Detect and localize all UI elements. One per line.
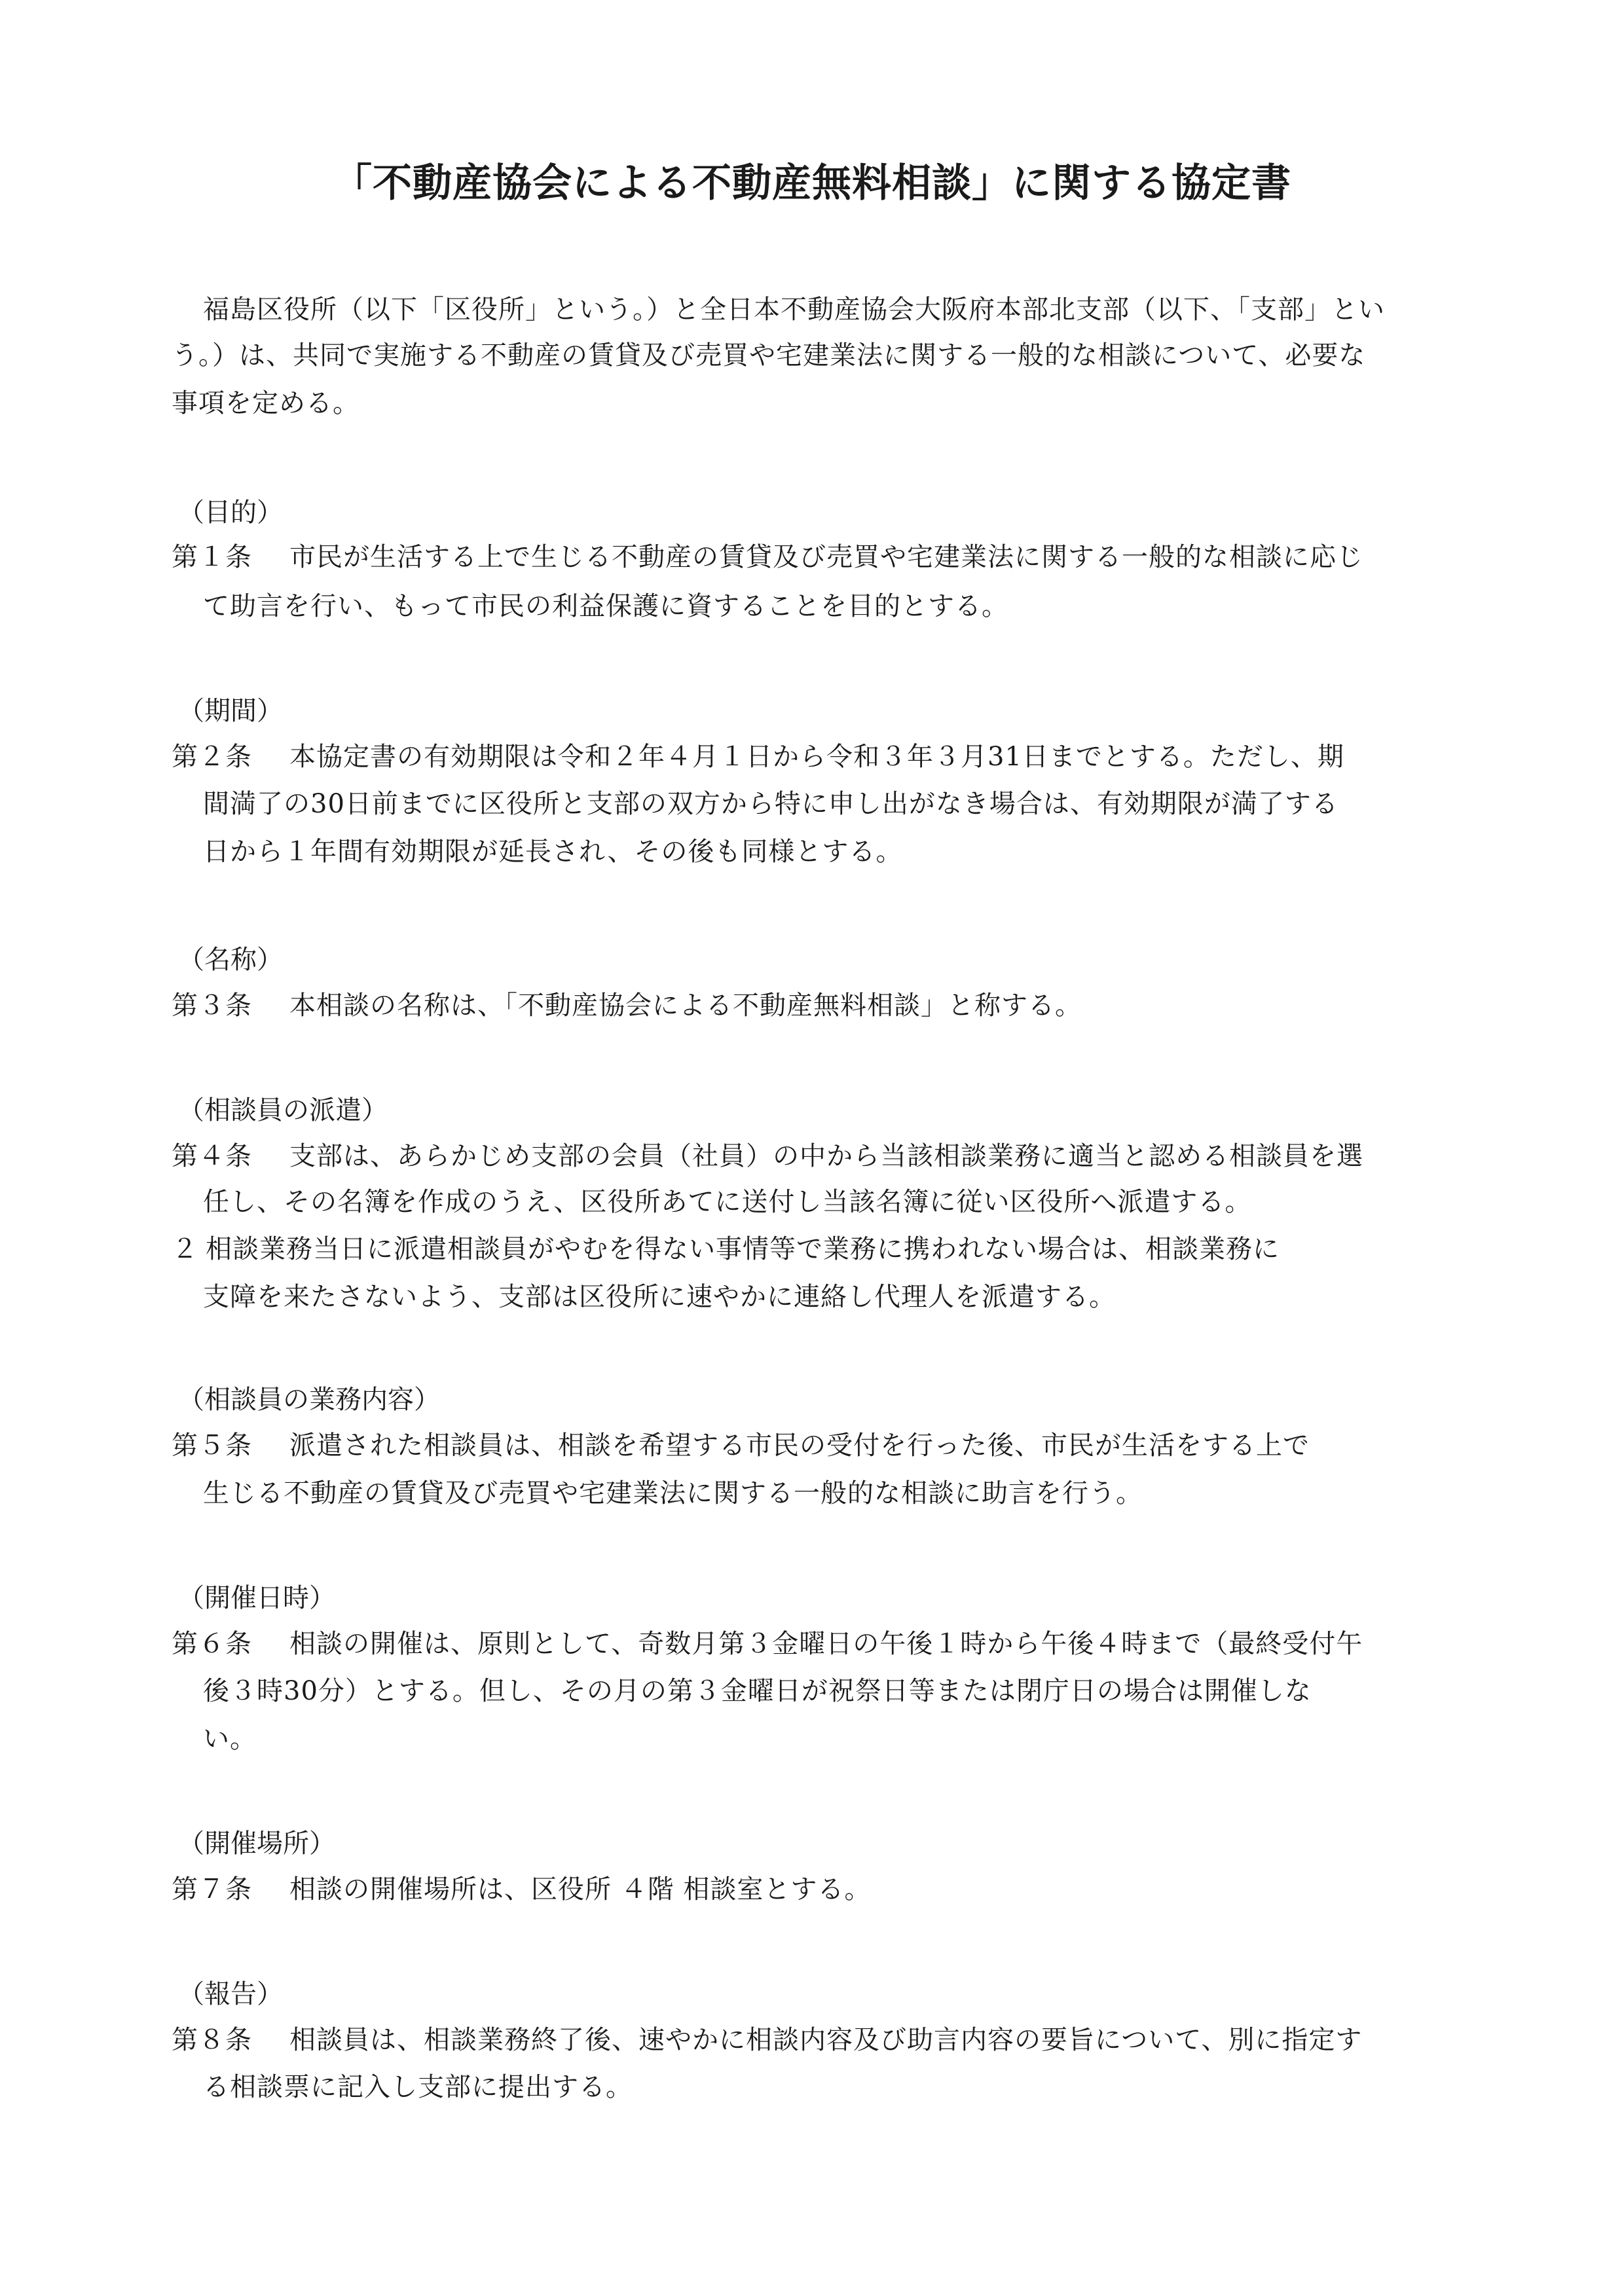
preamble-line-1: 福島区役所（以下「区役所」という。）と全日本不動産協会大阪府本部北支部（以下、「支部」とい	[203, 295, 1385, 325]
article-8-heading: （報告）	[178, 1979, 283, 2009]
article-4-sub-text-1: 相談業務当日に派遣相談員がやむを得ない事情等で業務に携われない場合は、相談業務に	[206, 1234, 1280, 1264]
article-4-label: 第４条	[172, 1141, 252, 1171]
article-8-line-2: る相談票に記入し支部に提出する。	[203, 2072, 633, 2102]
article-2-label: 第２条	[172, 742, 252, 772]
article-6-line-1	[172, 1626, 1363, 1662]
article-6-label: 第６条	[172, 1629, 252, 1659]
article-4-heading: （相談員の派遣）	[178, 1095, 388, 1125]
article-4-sub-line-1	[172, 1231, 1280, 1267]
preamble-line-3: 事項を定める。	[172, 388, 360, 418]
article-2-line-3: 日から１年間有効期限が延長され、その後も同様とする。	[203, 837, 903, 867]
article-4-sub-line-2: 支障を来たさないよう、支部は区役所に速やかに連絡し代理人を派遣する。	[203, 1282, 1116, 1312]
article-6-heading: （開催日時）	[178, 1583, 335, 1613]
article-1-label: 第１条	[172, 542, 252, 572]
article-5-text-1: 派遣された相談員は、相談を希望する市民の受付を行った後、市民が生活をする上で	[289, 1430, 1310, 1461]
article-5-heading: （相談員の業務内容）	[178, 1385, 440, 1415]
article-8-line-1	[172, 2022, 1362, 2058]
article-6-line-3: い。	[203, 1724, 257, 1754]
article-5-line-2: 生じる不動産の賃貸及び売買や宅建業法に関する一般的な相談に助言を行う。	[203, 1478, 1143, 1508]
article-3-heading: （名称）	[178, 945, 283, 975]
article-1-line-2: て助言を行い、もって市民の利益保護に資することを目的とする。	[203, 591, 1008, 621]
article-2-heading: （期間）	[178, 696, 283, 726]
preamble-line-2: う。）は、共同で実施する不動産の賃貸及び売買や宅建業法に関する一般的な相談について、必要な	[172, 340, 1366, 371]
article-3-label: 第３条	[172, 991, 252, 1021]
article-8-label: 第８条	[172, 2025, 252, 2055]
article-2-line-2: 間満了の30日前までに区役所と支部の双方から特に申し出がなき場合は、有効期限が満了する	[203, 789, 1338, 819]
article-5-line-1	[172, 1427, 1310, 1464]
article-4-sub-label: ２	[172, 1234, 198, 1264]
article-1-line-1	[172, 539, 1363, 575]
article-1-text-1: 市民が生活する上で生じる不動産の賃貸及び売買や宅建業法に関する一般的な相談に応じ	[289, 542, 1363, 572]
article-2-line-1	[172, 738, 1344, 775]
article-6-line-2: 後３時30分）とする。但し、その月の第３金曜日が祝祭日等または閉庁日の場合は開催しな	[203, 1676, 1312, 1706]
article-4-line-1	[172, 1138, 1363, 1175]
article-2-text-1: 本協定書の有効期限は令和２年４月１日から令和３年３月31日までとする。ただし、期	[289, 742, 1344, 772]
article-7-text-1: 相談の開催場所は、区役所 ４階 相談室とする。	[289, 1874, 872, 1904]
document-title: 「不動産協会による不動産無料相談」に関する協定書	[333, 160, 1291, 206]
article-3-text-1: 本相談の名称は、「不動産協会による不動産無料相談」と称する。	[289, 991, 1082, 1021]
article-4-text-1: 支部は、あらかじめ支部の会員（社員）の中から当該相談業務に適当と認める相談員を選	[289, 1141, 1363, 1171]
article-8-text-1: 相談員は、相談業務終了後、速やかに相談内容及び助言内容の要旨について、別に指定す	[289, 2025, 1363, 2055]
article-1-heading: （目的）	[178, 498, 283, 528]
article-3-line-1	[172, 987, 1082, 1024]
article-7-label: 第７条	[172, 1874, 252, 1904]
article-5-label: 第５条	[172, 1430, 252, 1461]
article-7-line-1	[172, 1871, 871, 1908]
article-4-line-2: 任し、その名簿を作成のうえ、区役所あてに送付し当該名簿に従い区役所へ派遣する。	[203, 1187, 1252, 1217]
article-6-text-1: 相談の開催は、原則として、奇数月第３金曜日の午後１時から午後４時まで（最終受付午	[289, 1629, 1363, 1659]
article-7-heading: （開催場所）	[178, 1829, 335, 1859]
